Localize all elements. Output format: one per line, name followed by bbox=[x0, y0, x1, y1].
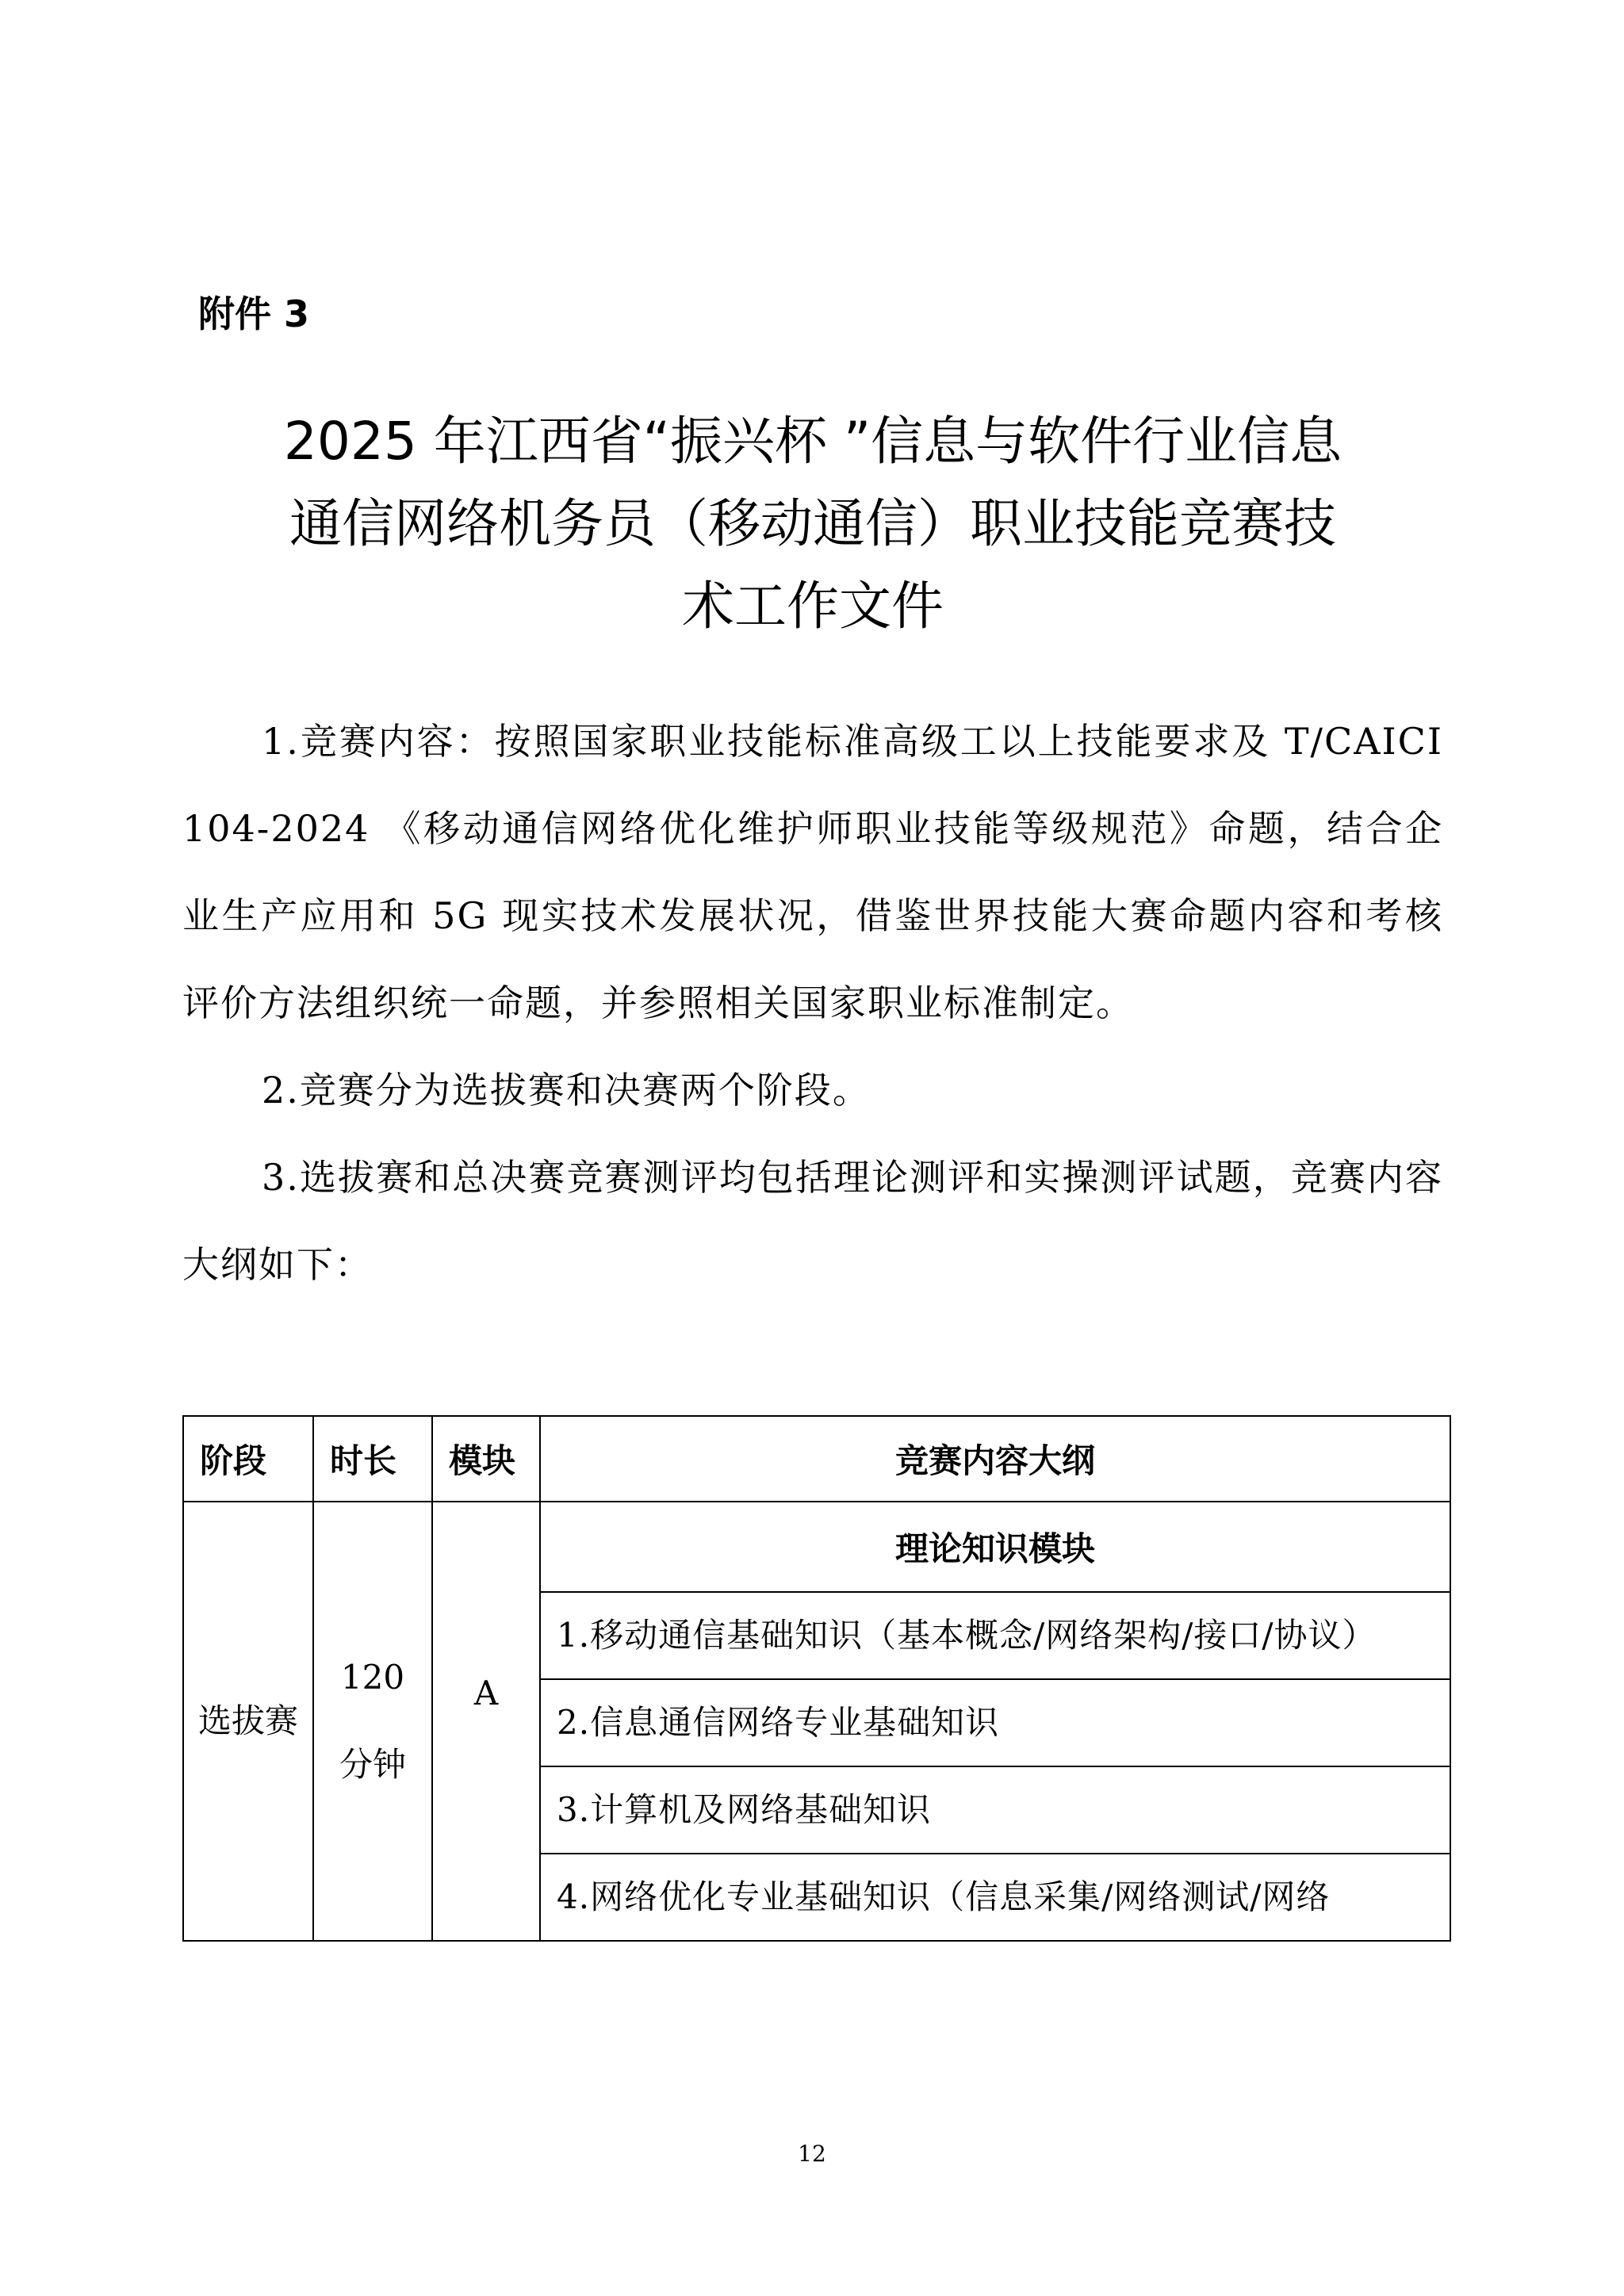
paragraph-competition-content: 1.竞赛内容：按照国家职业技能标准高级工以上技能要求及 T/CAICI 104-2024 《移动通信网络优化维护师职业技能等级规范》命题，结合企业生产应用和 5G 现实技术发展状况，借鉴世界技能大赛命题内容和考核评价方法组织统一命题，并参照相关国家职业标准制定。 bbox=[182, 720, 1443, 1024]
header-stage: 阶段 bbox=[183, 1416, 313, 1502]
page-number: 12 bbox=[798, 2141, 826, 2167]
paragraph-competition-stages: 2.竞赛分为选拔赛和决赛两个阶段。 bbox=[262, 1069, 871, 1112]
header-outline: 竞赛内容大纲 bbox=[540, 1416, 1450, 1502]
header-module: 模块 bbox=[432, 1416, 540, 1502]
attachment-label: 附件 3 bbox=[198, 293, 310, 335]
stage-cell: 选拔赛 bbox=[183, 1502, 313, 1941]
document-title bbox=[182, 400, 1443, 648]
title-line-2: 通信网络机务员（移动通信）职业技能竞赛技 bbox=[289, 493, 1336, 554]
module-cell: A bbox=[432, 1502, 540, 1941]
table-header-row bbox=[183, 1416, 1450, 1502]
outline-item-4: 4.网络优化专业基础知识（信息采集/网络测试/网络 bbox=[540, 1854, 1450, 1941]
outline-item-3: 3.计算机及网络基础知识 bbox=[540, 1766, 1450, 1854]
title-line-3: 术工作文件 bbox=[682, 576, 944, 637]
header-duration: 时长 bbox=[313, 1416, 432, 1502]
table-row bbox=[183, 1502, 1450, 1592]
outline-item-2: 2.信息通信网络专业基础知识 bbox=[540, 1679, 1450, 1766]
outline-item-1: 1.移动通信基础知识（基本概念/网络架构/接口/协议） bbox=[540, 1592, 1450, 1679]
section-title-cell: 理论知识模块 bbox=[540, 1502, 1450, 1592]
duration-cell: 120 分钟 bbox=[313, 1502, 432, 1941]
title-line-1: 2025 年江西省“振兴杯 ”信息与软件行业信息 bbox=[283, 411, 1342, 472]
body-text bbox=[182, 698, 1443, 1308]
paragraph-evaluation-outline: 3.选拔赛和总决赛竞赛测评均包括理论测评和实操测评试题，竞赛内容大纲如下： bbox=[182, 1156, 1443, 1286]
content-outline-table bbox=[182, 1415, 1451, 1942]
